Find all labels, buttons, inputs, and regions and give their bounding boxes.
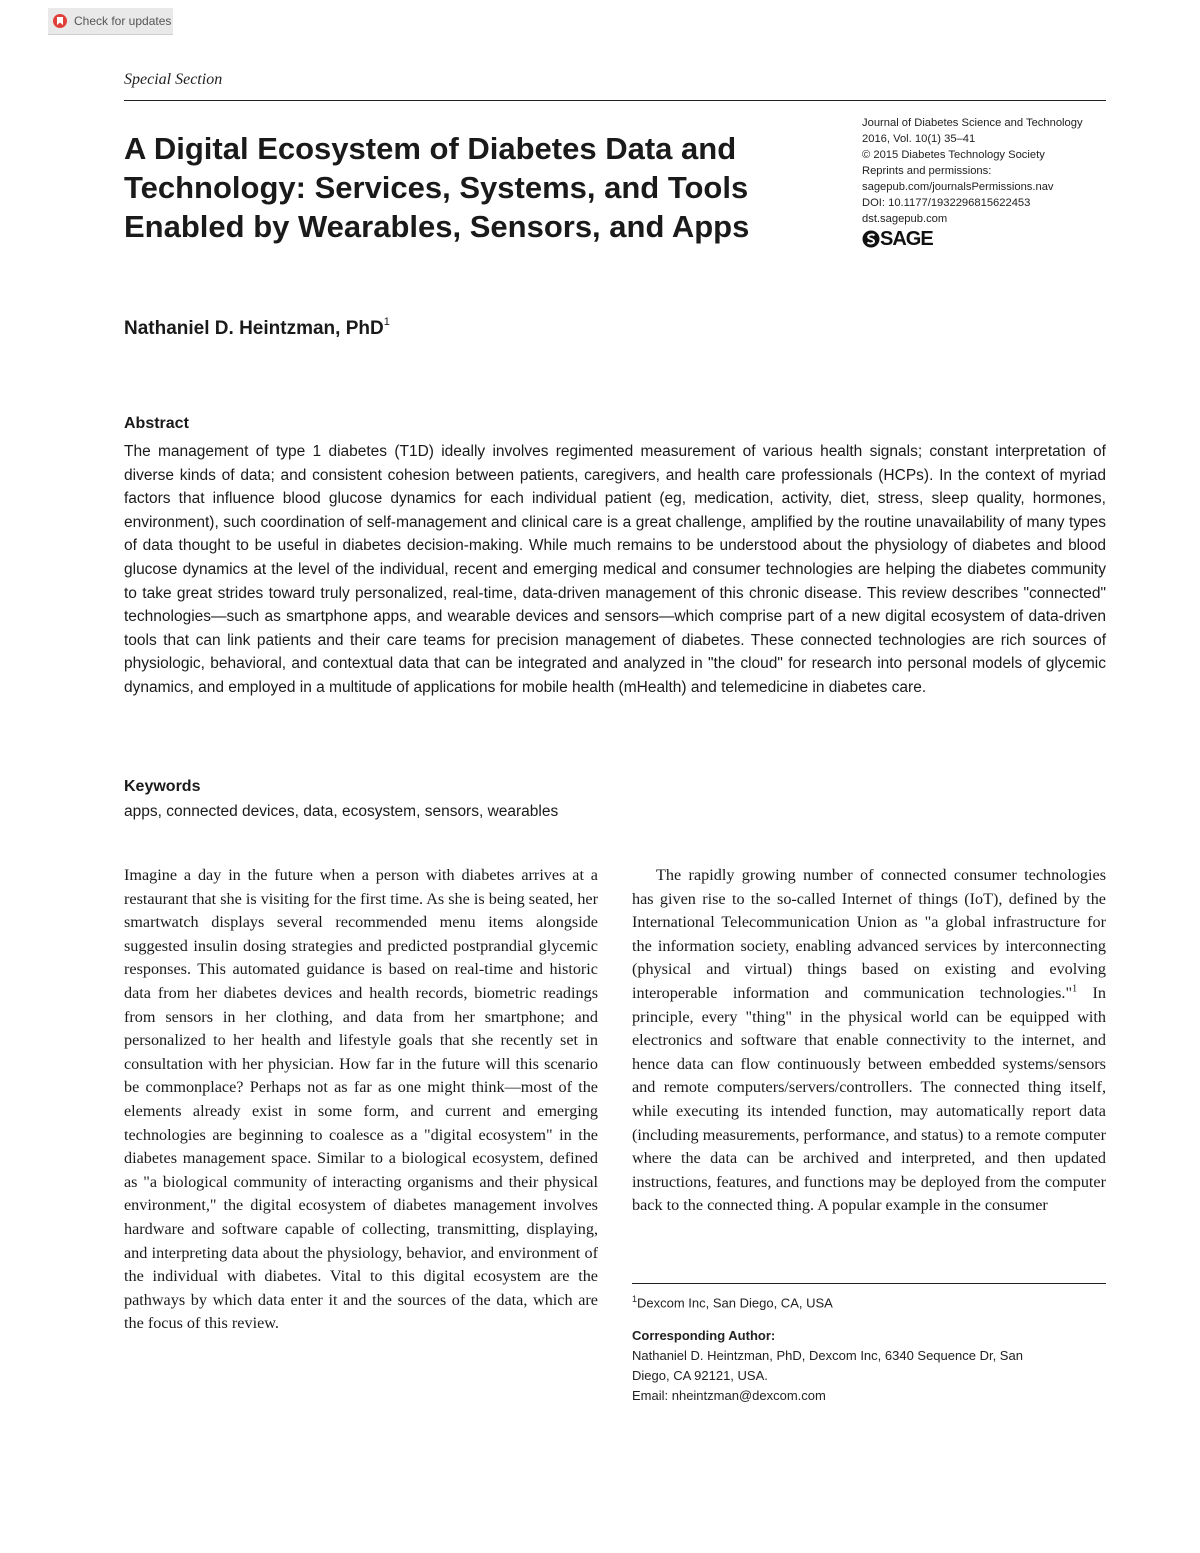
keywords-text: apps, connected devices, data, ecosystem, sensors, wearables bbox=[124, 803, 559, 820]
publisher-logo bbox=[862, 228, 1122, 250]
journal-doi[interactable]: DOI: 10.1177/1932296815622453 bbox=[862, 197, 1031, 209]
section-label: Special Section bbox=[124, 71, 223, 88]
corresponding-author-block bbox=[632, 1326, 1106, 1406]
author-name: Nathaniel D. Heintzman, PhD bbox=[124, 318, 384, 339]
corresponding-address-line2: Diego, CA 92121, USA. bbox=[632, 1368, 768, 1383]
publisher-logo-text: SAGE bbox=[880, 228, 933, 250]
body-column-right bbox=[632, 864, 1106, 1218]
author-line bbox=[124, 318, 390, 340]
check-for-updates-button[interactable] bbox=[48, 8, 173, 35]
journal-permissions-link[interactable]: sagepub.com/journalsPermissions.nav bbox=[862, 181, 1054, 193]
journal-site-link[interactable]: dst.sagepub.com bbox=[862, 213, 948, 225]
sage-logo-icon bbox=[862, 230, 880, 248]
affiliation-footnote bbox=[632, 1294, 1106, 1310]
affiliation-text: Dexcom Inc, San Diego, CA, USA bbox=[637, 1295, 833, 1311]
article-title: A Digital Ecosystem of Diabetes Data and Technology: Services, Systems, and Tools Enabled by Wearables, Sensors, and Apps bbox=[124, 131, 750, 244]
header-divider bbox=[124, 100, 1106, 101]
journal-info bbox=[862, 115, 1122, 250]
corresponding-author-heading: Corresponding Author: bbox=[632, 1328, 776, 1343]
journal-volume: 2016, Vol. 10(1) 35–41 bbox=[862, 133, 976, 145]
corresponding-email[interactable]: Email: nheintzman@dexcom.com bbox=[632, 1388, 826, 1403]
check-for-updates-label: Check for updates bbox=[74, 14, 172, 28]
body-right-part-b: In principle, every "thing" in the physical world can be equipped with electronics and software that enable connectivity to the internet, and hence data can flow continuously between embedded systems/sensors and remote computers/servers/controllers. The connected thing itself, while executing its intended function, may automatically report data (including measurements, performance, and status) to a remote computer where the data can be archived and interpreted, and then updated instructions, features, and functions may be deployed from the computer back to the connected thing. A popular example in the consumer bbox=[632, 983, 1106, 1215]
body-right-part-a: The rapidly growing number of connected consumer technologies has given rise to the so-called Internet of things (IoT), defined by the International Telecommunication Union as "a global infrastructure for the information society, enabling advanced services by interconnecting (physical and virtual) things based on existing and evolving interoperable information and communication technologies." bbox=[632, 866, 1106, 1002]
reference-mark: 1 bbox=[1072, 983, 1078, 995]
abstract-text: The management of type 1 diabetes (T1D) ideally involves regimented measurement of various health signals; constant interpretation of diverse kinds of data; and consistent cohesion between patients, caregivers, and health care professionals (HCPs). In the context of myriad factors that influence blood glucose dynamics for each individual patient (eg, medication, activity, diet, stress, sleep quality, hormones, environment), such coordination of self-management and clinical care is a great challenge, amplified by the routine unavailability of many types of data thought to be useful in diabetes decision-making. While much remains to be understood about the physiology of diabetes and blood glucose dynamics at the level of the individual, recent and emerging medical and consumer technologies are helping the diabetes community to take great strides toward truly personalized, real-time, data-driven management of this chronic disease. This review describes "connected" technologies—such as smartphone apps, and wearable devices and sensors—which comprise part of a new digital ecosystem of data-driven tools that can link patients and their care teams for precision management of diabetes. These connected technologies are rich sources of physiologic, behavioral, and contextual data that can be integrated and analyzed in "the cloud" for research into personal models of glycemic dynamics, and employed in a multitude of applications for mobile health (mHealth) and telemedicine in diabetes care. bbox=[124, 443, 1106, 696]
journal-name: Journal of Diabetes Science and Technology bbox=[862, 117, 1083, 129]
corresponding-address-line1: Nathaniel D. Heintzman, PhD, Dexcom Inc, 6340 Sequence Dr, San bbox=[632, 1348, 1023, 1363]
keywords-heading: Keywords bbox=[124, 778, 201, 795]
body-column-left: Imagine a day in the future when a person with diabetes arrives at a restaurant that she is visiting for the first time. As she is being seated, her smartwatch displays several recommended menu items alongside suggested insulin dosing strategies and predicted postprandial glycemic responses. This automated guidance is based on real-time and historic data from her diabetes devices and health records, biometric readings from sensors in her clothing, and data from her smartphone; and personalized to her health and lifestyle goals that she recently set in consultation with her physician. How far in the future will this scenario be commonplace? Perhaps not as far as one might think—most of the elements already exist in some form, and current and emerging technologies are beginning to coalesce as a "digital ecosystem" in the diabetes management space. Similar to a biological ecosystem, defined as "a biological community of interacting organisms and their physical environment," the digital ecosystem of diabetes management involves hardware and software capable of collecting, transmitting, displaying, and interpreting data about the physiology, behavior, and environment of the individual with diabetes. Vital to this digital ecosystem are the pathways by which data enter it and the sources of the data, which are the focus of this review. bbox=[124, 866, 598, 1333]
check-for-updates-icon bbox=[52, 13, 68, 29]
abstract-heading: Abstract bbox=[124, 415, 189, 432]
journal-copyright: © 2015 Diabetes Technology Society bbox=[862, 149, 1045, 161]
journal-reprints: Reprints and permissions: bbox=[862, 165, 992, 177]
author-affiliation-mark: 1 bbox=[383, 316, 390, 328]
footnote-affiliation-mark: 1 bbox=[632, 1294, 638, 1304]
footnote-divider bbox=[632, 1283, 1106, 1284]
